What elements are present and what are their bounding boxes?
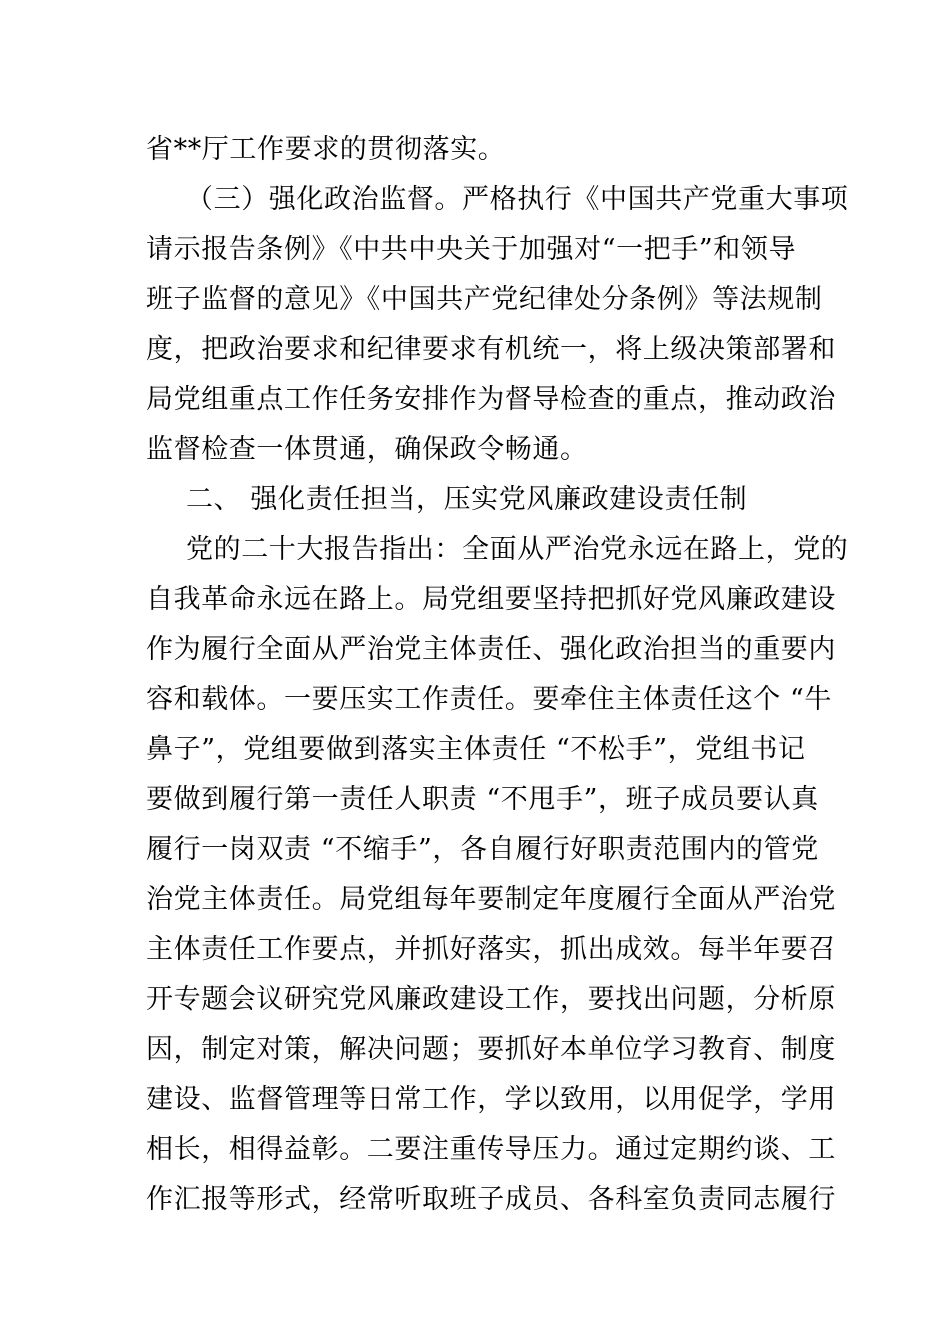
text-line: 班子监督的意见》《中国共产党纪律处分条例》等法规制 xyxy=(146,284,823,315)
text-line: 主体责任工作要点，并抓好落实，抓出成效。每半年要召 xyxy=(146,934,836,965)
text-line: 局党组重点工作任务安排作为督导检查的重点，推动政治 xyxy=(146,384,836,415)
section-heading-two: 二、 强化责任担当，压实党风廉政建设责任制 xyxy=(186,484,748,515)
text-line: 治党主体责任。局党组每年要制定年度履行全面从严治党 xyxy=(146,884,836,915)
section-heading-three: （三）强化政治监督。严格执行《中国共产党重大事项 xyxy=(186,184,849,215)
text-line: 度，把政治要求和纪律要求有机统一，将上级决策部署和 xyxy=(146,334,836,365)
text-line: 作汇报等形式，经常听取班子成员、各科室负责同志履行 xyxy=(146,1184,836,1215)
text-line: 要做到履行第一责任人职责 “不甩手”，班子成员要认真 xyxy=(146,784,819,815)
text-line: 开专题会议研究党风廉政建设工作，要找出问题，分析原 xyxy=(146,984,836,1015)
text-line: 自我革命永远在路上。局党组要坚持把抓好党风廉政建设 xyxy=(146,584,836,615)
text-line: 相长，相得益彰。二要注重传导压力。通过定期约谈、工 xyxy=(146,1134,836,1165)
text-line: 鼻子”，党组要做到落实主体责任 “不松手”，党组书记 xyxy=(146,734,806,765)
text-line: 容和载体。一要压实工作责任。要牵住主体责任这个 “牛 xyxy=(146,684,832,715)
text-line: 请示报告条例》《中共中央关于加强对“一把手”和领导 xyxy=(146,234,797,265)
text-line: 因，制定对策，解决问题；要抓好本单位学习教育、制度 xyxy=(146,1034,836,1065)
text-line: 党的二十大报告指出：全面从严治党永远在路上，党的 xyxy=(186,534,849,565)
text-line: 建设、监督管理等日常工作，学以致用，以用促学，学用 xyxy=(146,1084,836,1115)
text-line: 监督检查一体贯通，确保政令畅通。 xyxy=(146,434,588,465)
text-line: 省**厅工作要求的贯彻落实。 xyxy=(146,134,506,165)
text-line: 履行一岗双责 “不缩手”，各自履行好职责范围内的管党 xyxy=(146,834,819,865)
text-line: 作为履行全面从严治党主体责任、强化政治担当的重要内 xyxy=(146,634,836,665)
